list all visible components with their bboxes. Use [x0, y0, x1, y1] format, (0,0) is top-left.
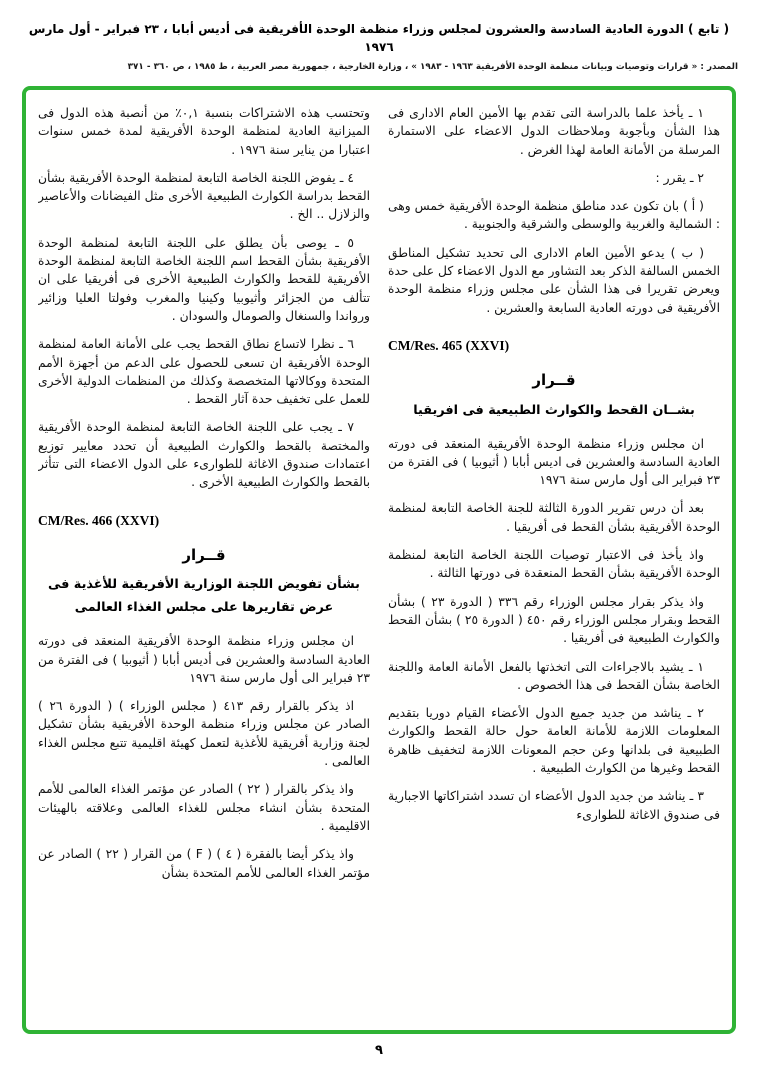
resolution-number: CM/Res. 466 (XXVI)	[38, 512, 160, 528]
source-line: المصدر : « قرارات وتوصيات وبيانات منظمة الوحدة الأفريقية ١٩٦٣ - ١٩٨٣ » ، وزارة الخارجية ، جمهورية مصر العربية ، ط ١٩٨٥ ، ص ٣٦٠ - ٣٧١	[127, 62, 738, 72]
paragraph: ٦ ـ نظرا لاتساع نطاق القحط يجب على الأمانة العامة لمنظمة الوحدة الأفريقية ان تسعى للحصول على الدعم من أجهزة الأمم المتحدة ووكالاتها المتخصصة وكذلك من المنظمات الدولية الأخرى للعمل على تخفيف حدة آثار القحط .	[38, 337, 370, 407]
paragraph: ٧ ـ يجب على اللجنة الخاصة التابعة لمنظمة الوحدة الأفريقية والمختصة بالقحط والكوارث الطبيعية أن تحدد معايير توزيع اعتمادات صندوق الاغاثة للطوارىء على الدول الاعضاء التى تتأثر بالقحط والكوارث الطبيعية الأخرى .	[38, 420, 370, 490]
document-header	[0, 20, 758, 72]
paragraph: ان مجلس وزراء منظمة الوحدة الأفريقية المنعقد فى دورته العادية السادسة والعشرين فى اديس أبابا ( أثيوبيا ) فى الفترة من ٢٣ فبراير الى أول مارس سنة ١٩٧٦	[388, 436, 720, 488]
paragraph: واذ يأخذ فى الاعتبار توصيات اللجنة الخاصة التابعة لمنظمة الوحدة الأفريقية بشأن القحط المنعقدة فى دورتها الثالثة .	[388, 548, 720, 581]
paragraph: ٢ ـ يقرر :	[655, 170, 704, 185]
resolution-title: قــرار	[532, 371, 576, 390]
column-right	[388, 104, 720, 1020]
paragraph: واذ يذكر بالقرار ( ٢٢ ) الصادر عن مؤتمر الغذاء العالمى للأمم المتحدة بشأن انشاء مجلس للغذاء العالمى وعلاقته بالهيئات الاقليمية .	[38, 782, 370, 833]
resolution-number: CM/Res. 465 (XXVI)	[388, 337, 510, 353]
paragraph: ٥ ـ يوصى بأن يطلق على اللجنة التابعة لمنظمة الوحدة الأفريقية بشأن القحط اسم اللجنة الخاصة التابعة لمنظمة الوحدة الأفريقية للقحط والكوارث الطبيعية الأخرى فى أفريقيا على ان تتألف من الجزائر وأثيوبيا وكينيا والمغرب وفولتا العليا وزائير ورواندا والسنغال والصومال والسودان .	[38, 235, 370, 323]
paragraph: ( أ ) بان تكون عدد مناطق منظمة الوحدة الأفريقية خمس وهى : الشمالية والغربية والوسطى والشرقية والجنوبية .	[388, 199, 720, 232]
resolution-subject: بشــان القحط والكوارث الطبيعية فى افريقيا	[413, 402, 695, 418]
page-number: ٩	[375, 1043, 383, 1058]
column-left	[38, 104, 370, 1020]
paragraph: ١ ـ يشيد بالاجراءات التى اتخذتها بالفعل الأمانة العامة واللجنة الخاصة بشأن القحط فى هذا الخصوص .	[388, 659, 720, 692]
resolution-subject: بشأن تفويض اللجنة الوزارية الأفريقية للأغذية فى عرض تقاريرها على مجلس الغذاء العالمى	[48, 577, 360, 616]
paragraph: وتحتسب هذه الاشتراكات بنسبة ٠,١٪ من أنصبة هذه الدول فى الميزانية العادية لمنظمة الوحدة الأفريقية لمدة خمس سنوات اعتبارا من يناير سنة ١٩٧٦ .	[38, 106, 370, 157]
paragraph: واذ يذكر بقرار مجلس الوزراء رقم ٣٣٦ ( الدورة ٢٣ ) بشأن القحط وبقرار مجلس الوزراء رقم ٤٥٠ ( الدورة ٢٥ ) بشأن القحط والكوارث الطبيعية فى أفريقيا .	[388, 594, 720, 646]
paragraph: واذ يذكر أيضا بالفقرة ( ٤ ) ( F ) من القرار ( ٢٢ ) الصادر عن مؤتمر الغذاء العالمى للأمم المتحدة بشأن	[38, 847, 370, 880]
page-title: ( تابع ) الدورة العادية السادسة والعشرون لمجلس وزراء منظمة الوحدة الأفريقية فى أديس أبابا ، ٢٣ فبراير - أول مارس ١٩٧٦	[28, 22, 730, 54]
paragraph: بعد أن درس تقرير الدورة الثالثة للجنة الخاصة التابعة لمنظمة الوحدة الأفريقية بشأن القحط فى أفريقيا .	[388, 501, 720, 534]
paragraph: ٣ ـ يناشد من جديد الدول الأعضاء ان تسدد اشتراكاتها الاجبارية فى صندوق الاغاثة للطوارىء	[388, 789, 720, 822]
paragraph: ( ب ) يدعو الأمين العام الادارى الى تحديد تشكيل المناطق الخمس السالفة الذكر بعد التشاور مع الدول الاعضاء كل على حدة ويعرض تقريرا فى هذا الشأن على مجلس وزراء منظمة الوحدة الأفريقية فى دورته العادية السابعة والعشرين .	[388, 245, 720, 315]
resolution-title: قــرار	[182, 545, 226, 564]
paragraph: ٤ ـ يفوض اللجنة الخاصة التابعة لمنظمة الوحدة الأفريقية بشأن القحط بدراسة الكوارث الطبيعية الأخرى مثل الفيضانات والأعاصير والزلازل .. الخ .	[38, 170, 370, 222]
paragraph: ٢ ـ يناشد من جديد جميع الدول الأعضاء القيام دوريا بتقديم المعلومات اللازمة للأمانة العامة حول حالة القحط والكوارث الطبيعية فى بلدانها وعن حجم المعونات اللازمة لتخفيف ظاهرة القحط وغيرها من الكوارث الطبيعية .	[388, 706, 720, 776]
two-column-layout	[38, 104, 720, 1020]
paragraph: ١ ـ يأخذ علما بالدراسة التى تقدم بها الأمين العام الادارى فى هذا الشأن وبأجوبة وملاحظات الدول الاعضاء على الاستمارة المرسلة من الأمانة العامة لهذا الغرض .	[388, 106, 720, 157]
paragraph: ان مجلس وزراء منظمة الوحدة الأفريقية المنعقد فى دورته العادية السادسة والعشرين فى أديس أبابا ( أثيوبيا ) فى الفترة من ٢٣ فبراير الى أول مارس سنة ١٩٧٦	[38, 634, 370, 685]
content-frame	[22, 86, 736, 1034]
paragraph: اذ يذكر بالقرار رقم ٤١٣ ( مجلس الوزراء ) ( الدورة ٢٦ ) الصادر عن مجلس وزراء منظمة الوحدة الأفريقية بشأن تشكيل لجنة وزارية أفريقية للأغذية لتعمل كهيئة اقليمية تتبع مجلس الغذاء العالمى .	[38, 699, 370, 769]
